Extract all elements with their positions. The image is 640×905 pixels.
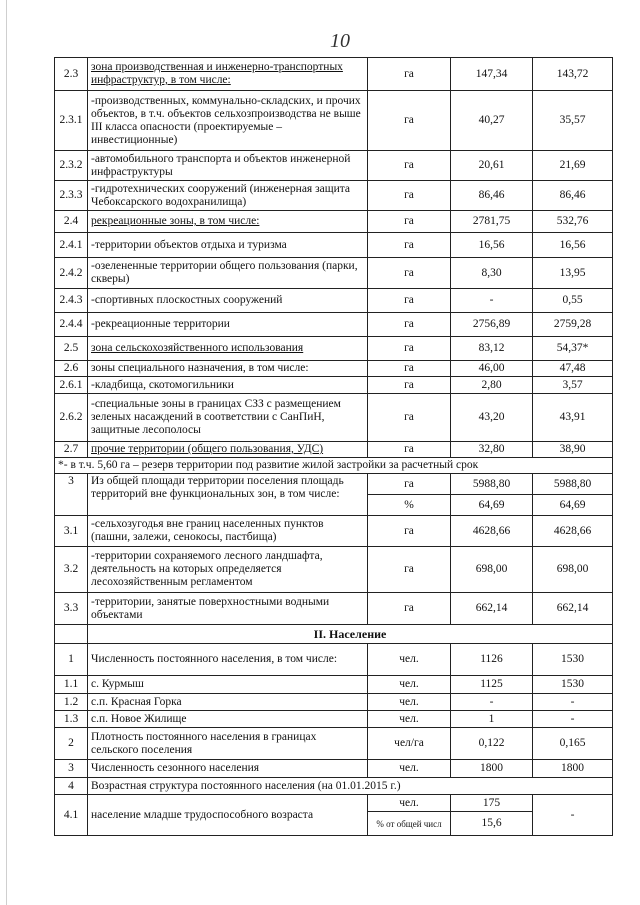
table-row xyxy=(55,442,613,458)
row-number: 2.4 xyxy=(55,211,88,233)
row-value-planned: 662,14 xyxy=(533,593,613,625)
row-unit: га xyxy=(368,337,451,361)
row-number: 2.3 xyxy=(55,58,88,91)
table-row xyxy=(55,728,613,760)
row-description: зона производственная и инженерно-транспортных инфраструктур, в том числе: xyxy=(88,58,368,91)
row-description: зоны специального назначения, в том числе: xyxy=(88,361,368,377)
row-number: 1.2 xyxy=(55,694,88,711)
row-unit: чел. xyxy=(368,760,451,778)
row-description: -автомобильного транспорта и объектов инженерной инфраструктуры xyxy=(88,151,368,181)
row-value-current: 1125 xyxy=(451,676,533,694)
table-row xyxy=(55,474,613,495)
table-row xyxy=(55,516,613,547)
table-row xyxy=(55,394,613,442)
row-value-current: 662,14 xyxy=(451,593,533,625)
row-value-current: 1126 xyxy=(451,644,533,676)
row-description: -кладбища, скотомогильники xyxy=(88,377,368,394)
row-value-current: 43,20 xyxy=(451,394,533,442)
row-value-planned: 47,48 xyxy=(533,361,613,377)
row-value-planned: 21,69 xyxy=(533,151,613,181)
section-title: II. Население xyxy=(88,625,613,644)
row-unit: % xyxy=(368,495,451,516)
row-unit: га xyxy=(368,474,451,495)
row-description: прочие территории (общего пользования, УДС) xyxy=(88,442,368,458)
row-value-planned: 698,00 xyxy=(533,547,613,593)
table-row xyxy=(55,795,613,812)
row-number: 1.1 xyxy=(55,676,88,694)
row-unit: чел. xyxy=(368,676,451,694)
row-description: население младше трудоспособного возраста xyxy=(88,795,368,836)
table-row xyxy=(55,778,613,795)
table-row xyxy=(55,711,613,728)
row-description: -территории, занятые поверхностными водными объектами xyxy=(88,593,368,625)
row-description: Плотность постоянного населения в границах сельского поселения xyxy=(88,728,368,760)
row-number: 2.4.1 xyxy=(55,233,88,258)
footnote-row xyxy=(55,458,613,474)
row-unit: га xyxy=(368,394,451,442)
row-value-planned: 532,76 xyxy=(533,211,613,233)
row-number: 2.4.3 xyxy=(55,289,88,313)
row-value-current: - xyxy=(451,289,533,313)
row-value-planned: 38,90 xyxy=(533,442,613,458)
row-value-current: 64,69 xyxy=(451,495,533,516)
row-number: 3 xyxy=(55,760,88,778)
row-value-planned: 4628,66 xyxy=(533,516,613,547)
row-description: Из общей площади территории поселения площадь территорий вне функциональных зон, в том числе: xyxy=(88,474,368,516)
row-unit: га xyxy=(368,313,451,337)
row-unit: га xyxy=(368,593,451,625)
row-value-planned: - xyxy=(533,795,613,836)
row-value-planned: 43,91 xyxy=(533,394,613,442)
table-row xyxy=(55,644,613,676)
row-number: 4 xyxy=(55,778,88,795)
row-number: 4.1 xyxy=(55,795,88,836)
row-value-current: 175 xyxy=(451,795,533,812)
row-value-current: 15,6 xyxy=(451,812,533,836)
row-description: -производственных, коммунально-складских, и прочих объектов, в т.ч. объектов сельхозпроизводства не выше III класса опасности (проектируемые – инвестиционные) xyxy=(88,91,368,151)
table-row xyxy=(55,91,613,151)
row-value-planned: 13,95 xyxy=(533,258,613,289)
row-value-planned: 143,72 xyxy=(533,58,613,91)
page-number: 10 xyxy=(330,30,350,52)
row-description: Возрастная структура постоянного населения (на 01.01.2015 г.) xyxy=(88,778,613,795)
row-description: Численность сезонного населения xyxy=(88,760,368,778)
row-unit: га xyxy=(368,377,451,394)
table-row xyxy=(55,593,613,625)
table-row xyxy=(55,289,613,313)
row-unit: чел. xyxy=(368,795,451,812)
table-row xyxy=(55,151,613,181)
scan-edge-line xyxy=(6,0,7,905)
table-row xyxy=(55,361,613,377)
table-row xyxy=(55,760,613,778)
row-value-planned: 0,165 xyxy=(533,728,613,760)
row-description: -сельхозугодья вне границ населенных пунктов (пашни, залежи, сенокосы, пастбища) xyxy=(88,516,368,547)
row-description: -специальные зоны в границах СЗЗ с размещением зеленых насаждений в соответствии с СанПиН, защитные лесополосы xyxy=(88,394,368,442)
table-row xyxy=(55,313,613,337)
row-unit: га xyxy=(368,181,451,211)
row-value-current: 2756,89 xyxy=(451,313,533,337)
row-value-planned: 64,69 xyxy=(533,495,613,516)
table-row xyxy=(55,233,613,258)
row-unit: га xyxy=(368,58,451,91)
row-number: 2.3.2 xyxy=(55,151,88,181)
table-row xyxy=(55,258,613,289)
row-value-current: 698,00 xyxy=(451,547,533,593)
footnote: *- в т.ч. 5,60 га – резерв территории под развитие жилой застройки за расчетный срок xyxy=(55,458,613,474)
row-value-planned: 16,56 xyxy=(533,233,613,258)
row-value-current: - xyxy=(451,694,533,711)
row-value-planned: 5988,80 xyxy=(533,474,613,495)
row-number: 2.3.3 xyxy=(55,181,88,211)
row-description: зона сельскохозяйственного использования xyxy=(88,337,368,361)
row-number: 1.3 xyxy=(55,711,88,728)
row-number: 2.6.1 xyxy=(55,377,88,394)
row-value-current: 2781,75 xyxy=(451,211,533,233)
row-unit: % от общей числ xyxy=(368,812,451,836)
row-description: -озелененные территории общего пользования (парки, скверы) xyxy=(88,258,368,289)
row-value-planned: 1530 xyxy=(533,676,613,694)
row-unit: га xyxy=(368,91,451,151)
row-value-planned: - xyxy=(533,694,613,711)
row-unit: чел/га xyxy=(368,728,451,760)
row-value-current: 5988,80 xyxy=(451,474,533,495)
row-unit: га xyxy=(368,211,451,233)
row-description: -спортивных плоскостных сооружений xyxy=(88,289,368,313)
row-number: 1 xyxy=(55,644,88,676)
row-value-planned: - xyxy=(533,711,613,728)
row-unit: чел. xyxy=(368,644,451,676)
row-value-planned: 1530 xyxy=(533,644,613,676)
row-unit: га xyxy=(368,516,451,547)
table-row xyxy=(55,58,613,91)
row-number: 2.5 xyxy=(55,337,88,361)
row-value-current: 46,00 xyxy=(451,361,533,377)
row-number: 2.4.2 xyxy=(55,258,88,289)
row-number: 3 xyxy=(55,474,88,516)
row-number: 3.3 xyxy=(55,593,88,625)
table-row xyxy=(55,337,613,361)
section-header-row xyxy=(55,625,613,644)
row-value-planned: 54,37* xyxy=(533,337,613,361)
row-number: 2.3.1 xyxy=(55,91,88,151)
row-value-current: 8,30 xyxy=(451,258,533,289)
row-unit: га xyxy=(368,258,451,289)
row-value-current: 83,12 xyxy=(451,337,533,361)
row-value-planned: 86,46 xyxy=(533,181,613,211)
land-use-table xyxy=(54,57,613,836)
row-value-current: 86,46 xyxy=(451,181,533,211)
row-unit: чел. xyxy=(368,694,451,711)
row-description: -рекреационные территории xyxy=(88,313,368,337)
row-value-current: 1 xyxy=(451,711,533,728)
row-value-planned: 1800 xyxy=(533,760,613,778)
row-unit: га xyxy=(368,547,451,593)
row-value-current: 32,80 xyxy=(451,442,533,458)
row-value-current: 4628,66 xyxy=(451,516,533,547)
row-value-current: 40,27 xyxy=(451,91,533,151)
row-value-planned: 0,55 xyxy=(533,289,613,313)
row-number: 2 xyxy=(55,728,88,760)
row-value-current: 147,34 xyxy=(451,58,533,91)
row-description: рекреационные зоны, в том числе: xyxy=(88,211,368,233)
row-value-planned: 3,57 xyxy=(533,377,613,394)
row-description: -гидротехнических сооружений (инженерная защита Чебоксарского водохранилища) xyxy=(88,181,368,211)
table-row xyxy=(55,377,613,394)
row-description: с. Курмыш xyxy=(88,676,368,694)
row-unit: га xyxy=(368,361,451,377)
row-value-current: 20,61 xyxy=(451,151,533,181)
row-number: 2.7 xyxy=(55,442,88,458)
row-description: -территории объектов отдыха и туризма xyxy=(88,233,368,258)
row-number: 2.6.2 xyxy=(55,394,88,442)
row-value-current: 1800 xyxy=(451,760,533,778)
row-value-current: 16,56 xyxy=(451,233,533,258)
row-number: 3.1 xyxy=(55,516,88,547)
row-number: 2.4.4 xyxy=(55,313,88,337)
row-unit: га xyxy=(368,233,451,258)
row-description: Численность постоянного населения, в том числе: xyxy=(88,644,368,676)
table-row xyxy=(55,211,613,233)
row-value-planned: 35,57 xyxy=(533,91,613,151)
row-unit: га xyxy=(368,151,451,181)
table-row xyxy=(55,547,613,593)
table-row xyxy=(55,181,613,211)
table-row xyxy=(55,676,613,694)
row-unit: га xyxy=(368,442,451,458)
row-unit: чел. xyxy=(368,711,451,728)
row-number: 3.2 xyxy=(55,547,88,593)
row-unit: га xyxy=(368,289,451,313)
row-value-planned: 2759,28 xyxy=(533,313,613,337)
row-description: с.п. Красная Горка xyxy=(88,694,368,711)
table-row xyxy=(55,694,613,711)
row-value-current: 0,122 xyxy=(451,728,533,760)
row-description: -территории сохраняемого лесного ландшафта, деятельность на которых определяется лесохозяйственным регламентом xyxy=(88,547,368,593)
row-description: с.п. Новое Жилище xyxy=(88,711,368,728)
row-value-current: 2,80 xyxy=(451,377,533,394)
row-number: 2.6 xyxy=(55,361,88,377)
